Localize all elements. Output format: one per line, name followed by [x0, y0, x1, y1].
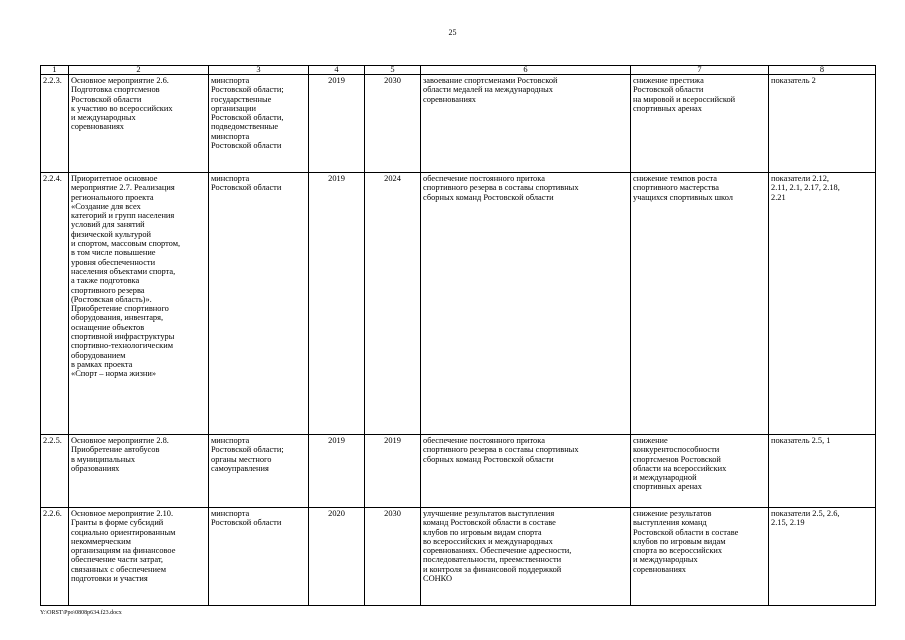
- header-cell: 4: [309, 66, 365, 75]
- start-year: 2019: [309, 173, 365, 435]
- consequence: снижение результатов выступления команд Ростовской области в составе клубов по игровым видам спорта во всероссийских и международных соревнованиях: [631, 508, 769, 606]
- header-cell: 5: [365, 66, 421, 75]
- measure-name: Основное мероприятие 2.6. Подготовка спортсменов Ростовской области к участию во всероссийских и международных соревнованиях: [69, 75, 209, 173]
- indicator: показатель 2: [769, 75, 876, 173]
- measure-name: Основное мероприятие 2.10. Гранты в форме субсидий социально ориентированным некоммерческим организациям на финансовое обеспечение части затрат, связанных с обеспечением подготовки и участия: [69, 508, 209, 606]
- executor: минспорта Ростовской области: [209, 173, 309, 435]
- indicator: показатели 2.5, 2.6, 2.15, 2.19: [769, 508, 876, 606]
- table-row: [41, 508, 876, 606]
- executor: минспорта Ростовской области: [209, 508, 309, 606]
- executor: минспорта Ростовской области; государственные организации Ростовской области, подведомственные минспорта Ростовской области: [209, 75, 309, 173]
- row-number: 2.2.3.: [41, 75, 69, 173]
- end-year: 2019: [365, 435, 421, 508]
- header-cell: 7: [631, 66, 769, 75]
- measure-name: Основное мероприятие 2.8. Приобретение автобусов в муниципальных образованиях: [69, 435, 209, 508]
- header-cell: 2: [69, 66, 209, 75]
- header-cell: 1: [41, 66, 69, 75]
- end-year: 2030: [365, 508, 421, 606]
- page-number: 25: [448, 28, 457, 37]
- expected-result: обеспечение постоянного притока спортивного резерва в составы спортивных сборных команд Ростовской области: [421, 435, 631, 508]
- file-path-footer: Y:\ORST\Ppo\0808p634.f23.docx: [40, 610, 122, 616]
- start-year: 2019: [309, 435, 365, 508]
- expected-result: улучшение результатов выступления команд Ростовской области в составе клубов по игровым видам спорта во всероссийских и международных соревнованиях. Обеспечение адресности, последовательности, преемственности и контроля за финансовой поддержкой СОНКО: [421, 508, 631, 606]
- consequence: снижение темпов роста спортивного мастерства учащихся спортивных школ: [631, 173, 769, 435]
- header-cell: 6: [421, 66, 631, 75]
- header-cell: 8: [769, 66, 876, 75]
- indicator: показатели 2.12, 2.11, 2.1, 2.17, 2.18, 2.21: [769, 173, 876, 435]
- header-row: [41, 66, 876, 75]
- executor: минспорта Ростовской области; органы местного самоуправления: [209, 435, 309, 508]
- consequence: снижение престижа Ростовской области на мировой и всероссийской спортивных аренах: [631, 75, 769, 173]
- table-row: [41, 173, 876, 435]
- row-number: 2.2.6.: [41, 508, 69, 606]
- row-number: 2.2.4.: [41, 173, 69, 435]
- row-number: 2.2.5.: [41, 435, 69, 508]
- consequence: снижение конкурентоспособности спортсменов Ростовской области на всероссийских и международной спортивных аренах: [631, 435, 769, 508]
- end-year: 2030: [365, 75, 421, 173]
- indicator: показатель 2.5, 1: [769, 435, 876, 508]
- end-year: 2024: [365, 173, 421, 435]
- measure-name: Приоритетное основное мероприятие 2.7. Реализация регионального проекта «Создание для всех категорий и групп населения условий для занятий физической культурой и спортом, массовым спортом, в том числе повышение уровня обеспеченности населения объектами спорта, а также подготовка спортивного резерва (Ростовская область)». Приобретение спортивного оборудования, инвентаря, оснащение объектов спортивной инфраструктуры спортивно-технологическим оборудованием в рамках проекта «Спорт – норма жизни»: [69, 173, 209, 435]
- start-year: 2019: [309, 75, 365, 173]
- expected-result: обеспечение постоянного притока спортивного резерва в составы спортивных сборных команд Ростовской области: [421, 173, 631, 435]
- start-year: 2020: [309, 508, 365, 606]
- table-row: [41, 75, 876, 173]
- table-row: [41, 435, 876, 508]
- expected-result: завоевание спортсменами Ростовской области медалей на международных соревнованиях: [421, 75, 631, 173]
- measures-table: [40, 65, 876, 606]
- header-cell: 3: [209, 66, 309, 75]
